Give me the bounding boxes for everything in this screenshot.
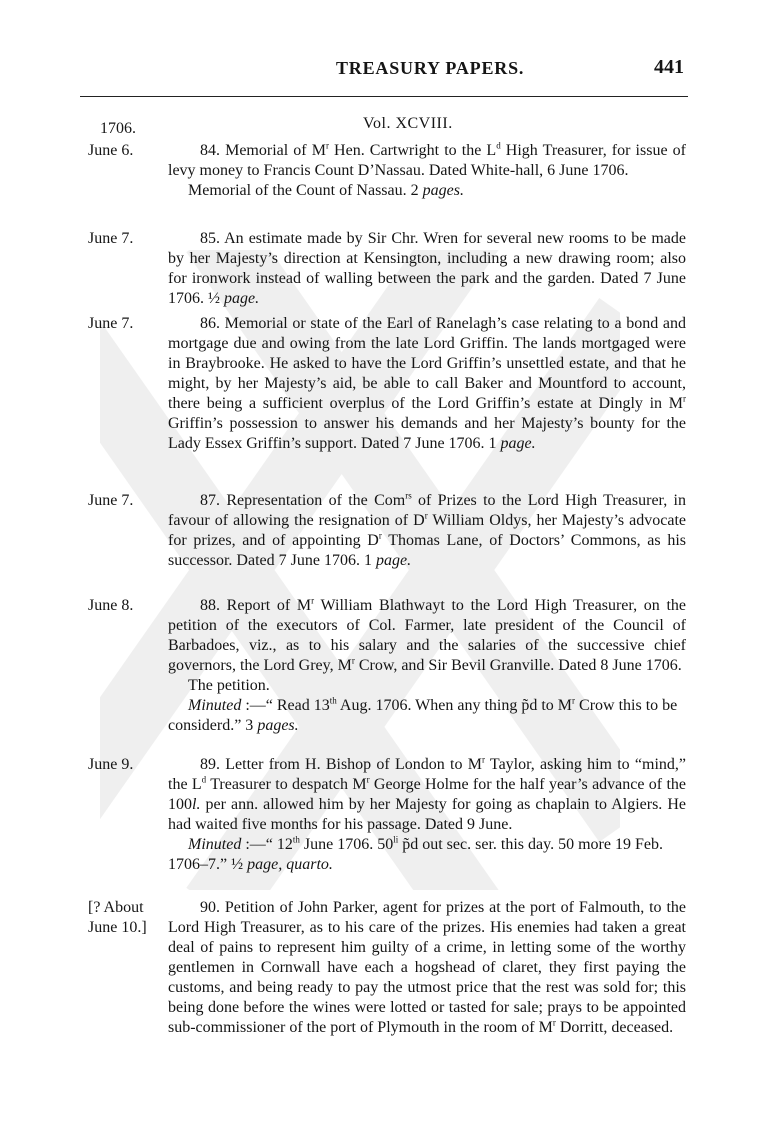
entry-subnote: The petition.: [188, 677, 270, 694]
entry-date: June 7.: [88, 315, 134, 332]
entry-date: June 6.: [88, 142, 134, 159]
page-header: [80, 56, 688, 97]
entry-text: 88. Report of $M^r$ William Blathwayt to the Lord High Treasurer, on the petition of the executors of Col. Farmer, late president of the Council of Barbadoes, viz., as to his salary and the salaries of the successive chief governors, the Lord Grey, $M^r$ Crow, and Sir Bevil Granville. Dated 8 June 1706. The petition. Minuted :—“ Read 13th Aug. 1706. When any thing p̃d to $M^r$ Crow this to be considerd.” 3 pages.: [168, 595, 687, 734]
entry-text: 84. Memorial of $M^r$ Hen. Cartwright to the $L^d$ High Treasurer, for issue of levy money to Francis Count D’Nassau. Dated White-hall, 6 June 1706. Memorial of the Count of Nassau. 2 pages.: [168, 140, 686, 199]
year-label: 1706.: [100, 120, 136, 137]
page-number: 441: [654, 56, 684, 78]
volume-heading: Vol. XCVIII.: [363, 115, 453, 132]
running-title: TREASURY PAPERS.: [336, 58, 525, 78]
entry-text: 87. Representation of the Com$^{rs}$ of Prizes to the Lord High Treasurer, in favour of allowing the resignation of $D^r$ William Oldys, her Majesty’s advocate for prizes, and of appointing $D^r$ Thomas Lane, of Doctors’ Commons, as his successor. Dated 7 June 1706. 1 page.: [168, 490, 687, 569]
entry-date: June 7.: [88, 492, 134, 509]
entry-text: 89. Letter from H. Bishop of London to $M^r$ Taylor, asking him to “mind,” the $L^d$ Treasurer to despatch $M^r$ George Holme for the half year’s advance of the 100l. per ann. allowed him by her Majesty for going as chaplain to Algiers. He had waited five months for his passage. Dated 9 June. Minuted :—“ 12th June 1706. $50^{li}$ p̃d out sec. ser. this day. 50 more 19 Feb. 1706–7.” ½ page, quarto.: [168, 754, 687, 873]
entry-text: 90. Petition of John Parker, agent for prizes at the port of Falmouth, to the Lord High Treasurer, as to his care of the prizes. His enemies had taken a great deal of pains to represent him guilty of a crime, in letting some of the worthy gentlemen in Cornwall have each a hogshead of claret, they first paying the customs, and being ready to pay the utmost price that the rest was sold for; this being done before the wines were lotted or tasted for sale; prays to be appointed sub-commissioner of the port of Plymouth in the room of $M^r$ Dorritt, deceased.: [168, 899, 686, 1036]
entry-text: 86. Memorial or state of the Earl of Ranelagh’s case relating to a bond and mortgage due and owing from the late Lord Griffin. The lands mortgaged were in Braybrooke. He asked to have the Lord Griffin’s unsettled estate, and that he might, by her Majesty’s aid, be able to call Baker and Mountford to account, there being a sufficient overplus of the Lord Griffin’s estate at Dingly in $M^r$ Griffin’s possession to answer his demands and her Majesty’s bounty for the Lady Essex Griffin’s support. Dated 7 June 1706. 1 page.: [168, 315, 686, 452]
entry-date: June 9.: [88, 756, 134, 773]
entry-date: June 7.: [88, 230, 134, 247]
entry-text: 85. An estimate made by Sir Chr. Wren for several new rooms to be made by her Majesty’s direction at Kensington, including a new drawing room; also for ironwork instead of walling between the park and the garden. Dated 7 June 1706. ½ page.: [168, 230, 686, 307]
entry-date: [? About June 10.]: [88, 899, 147, 936]
entry-date: June 8.: [88, 597, 134, 614]
entry-minute: Minuted :—“ 12th June 1706. $50^{li}$ p̃d out sec. ser. this day. 50 more 19 Feb. 1706–7.” ½ page, quarto.: [168, 834, 663, 873]
entry-subnote: Memorial of the Count of Nassau. 2 pages.: [188, 182, 464, 199]
entry-minute: Minuted :—“ Read 13th Aug. 1706. When any thing p̃d to $M^r$ Crow this to be considerd.” 3 pages.: [168, 695, 678, 734]
